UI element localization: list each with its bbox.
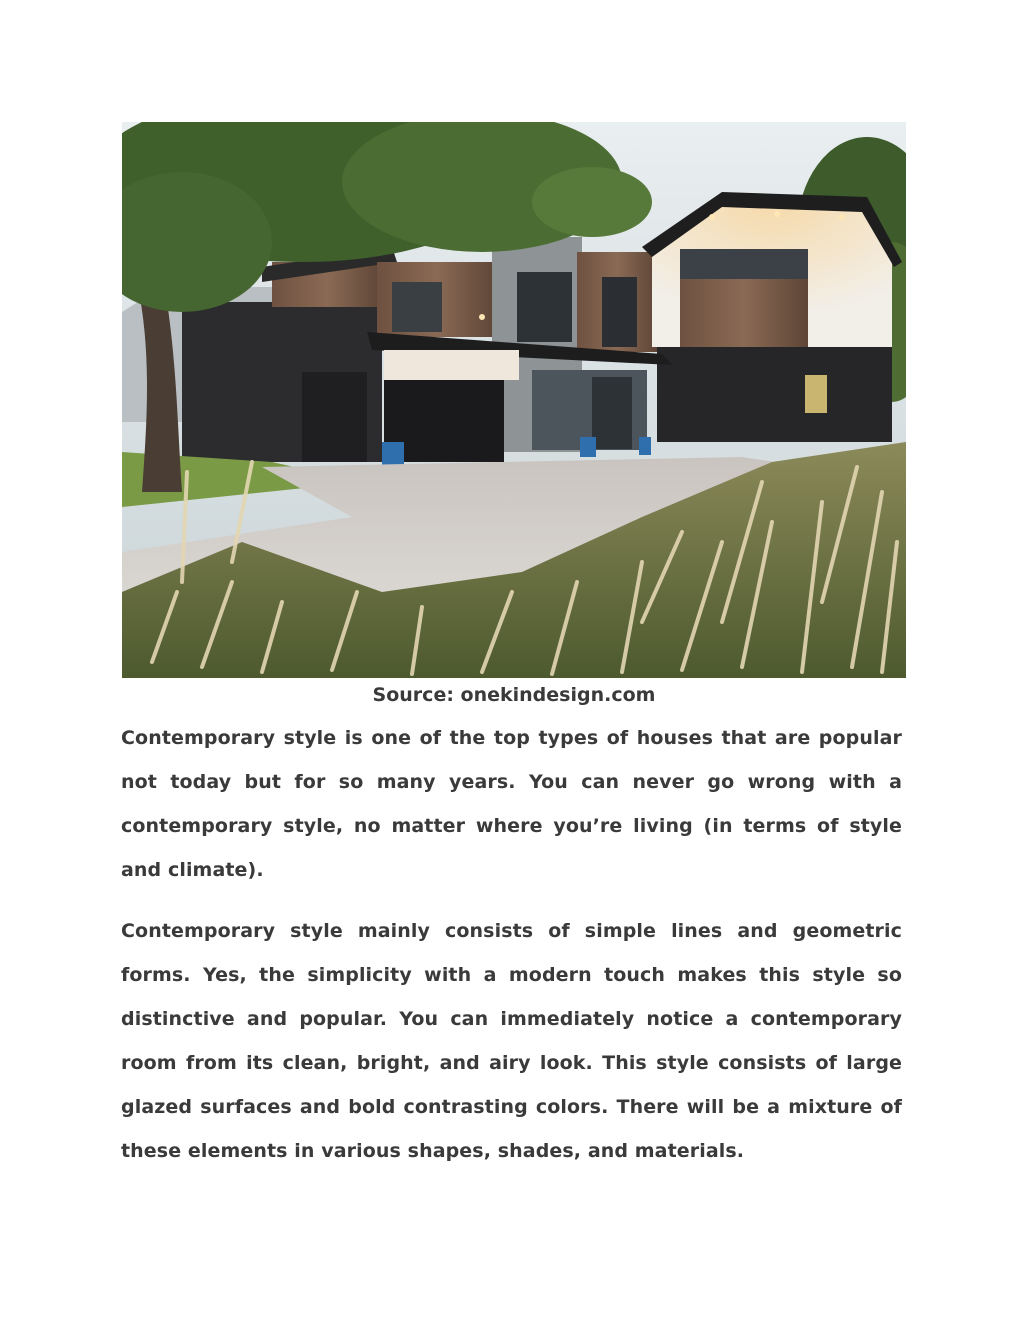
- house-photo: [122, 122, 906, 678]
- image-caption: Source: onekindesign.com: [372, 684, 656, 706]
- paragraph-2: Contemporary style mainly consists of simple lines and geometric forms. Yes, the simplicity with a modern touch makes this style so distinctive and popular. You can immediately notice a contemporary room from its clean, bright, and airy look. This style consists of large glazed surfaces and bold contrasting colors. There will be a mixture of these elements in various shapes, shades, and materials.: [121, 920, 902, 1162]
- paragraph-1: Contemporary style is one of the top types of houses that are popular not today but for so many years. You can never go wrong with a contemporary style, no matter where you’re living (in terms of style and climate).: [121, 727, 902, 881]
